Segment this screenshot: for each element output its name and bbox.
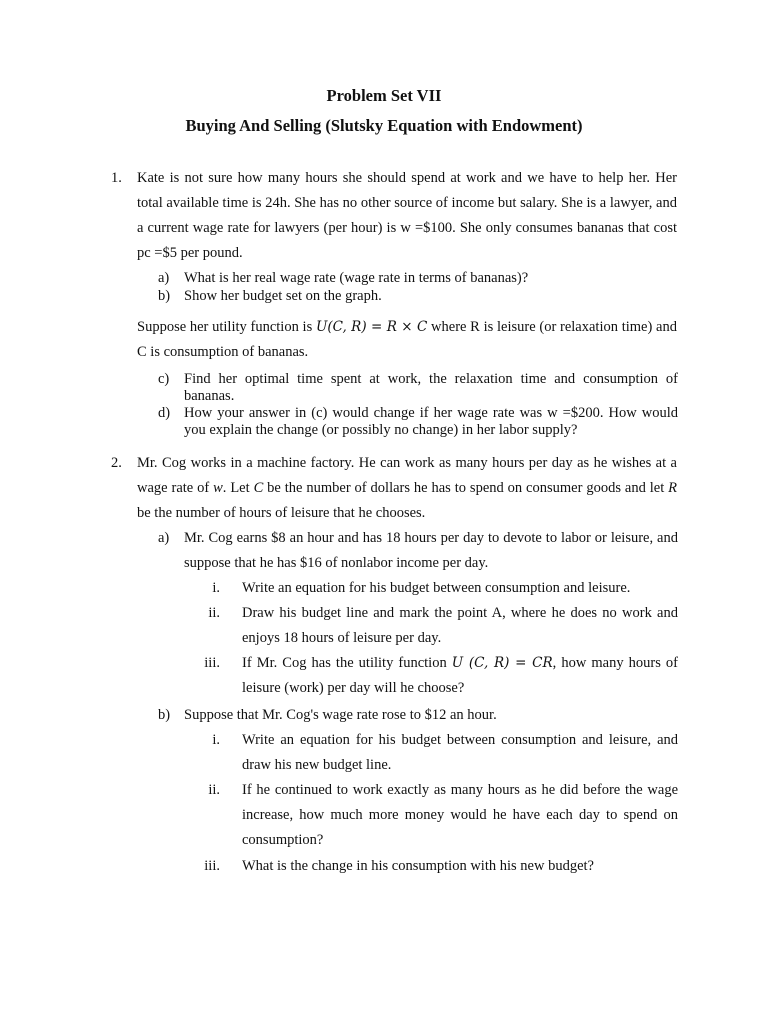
question-1-intro: Kate is not sure how many hours she should spend at work and we have to help her. Her total available time is 24h. She has no other source of income but salary. She is a lawyer, and a current wage rate for lawyers (per hour) is w =$100. She only consumes bananas that cost pc =$5 per pound.: [137, 170, 677, 261]
variable-c: C: [253, 480, 264, 496]
utility-pre: Suppose her utility function is: [137, 319, 313, 335]
part-b-text: Show her budget set on the graph.: [184, 288, 382, 304]
part-marker: c): [158, 371, 170, 387]
intro-text: be the number of hours of leisure that he chooses.: [137, 505, 426, 521]
item-text-post: , how many hours of leisure (work) per day will he choose?: [242, 655, 678, 696]
question-number: 1.: [111, 170, 122, 186]
item-marker: iii.: [204, 655, 220, 671]
item-text: If he continued to work exactly as many hours as he did before the wage increase, how much more money would he have each day to spend on consumption?: [242, 782, 678, 848]
part-marker: d): [158, 405, 171, 421]
utility-paragraph: [137, 315, 677, 365]
part-a-text: What is her real wage rate (wage rate in terms of bananas)?: [184, 270, 529, 286]
part-c-text: Find her optimal time spent at work, the relaxation time and consumption of bananas.: [184, 371, 678, 404]
item-marker: ii.: [208, 782, 220, 798]
item-marker: ii.: [208, 605, 220, 621]
part-marker: a): [158, 270, 170, 286]
variable-w: w: [213, 480, 223, 496]
item-marker: iii.: [204, 858, 220, 874]
page-subtitle: Buying And Selling (Slutsky Equation with Endowment): [185, 116, 583, 135]
item-text: Write an equation for his budget between consumption and leisure, and draw his new budget line.: [242, 732, 678, 773]
part-marker: b): [158, 707, 171, 723]
intro-text: Mr. Cog works in a machine factory. He can work as many hours per day as he wishes at a wage rate of: [137, 455, 677, 496]
item-text-pre: If Mr. Cog has the utility function: [242, 655, 452, 671]
utility-formula: U (C, R) = CR: [451, 655, 553, 671]
variable-r: R: [668, 480, 677, 496]
item-text: Draw his budget line and mark the point A, where he does no work and enjoys 18 hours of leisure per day.: [242, 605, 678, 646]
utility-formula: U(C, R) = R × C: [315, 319, 428, 335]
part-a-text: Mr. Cog earns $8 an hour and has 18 hours per day to devote to labor or leisure, and suppose that he has $16 of nonlabor income per day.: [184, 530, 678, 571]
item-text: [242, 651, 678, 701]
part-d-text: How your answer in (c) would change if her wage rate was w =$200. How would you explain the change (or possibly no change) in her labor supply?: [184, 405, 678, 438]
part-b-text: Suppose that Mr. Cog's wage rate rose to $12 an hour.: [184, 707, 497, 723]
item-marker: i.: [212, 580, 220, 596]
item-text: What is the change in his consumption with his new budget?: [242, 858, 594, 874]
question-2-intro: [137, 451, 677, 526]
part-marker: a): [158, 530, 170, 546]
intro-text: be the number of dollars he has to spend on consumer goods and let: [263, 480, 669, 496]
item-marker: i.: [212, 732, 220, 748]
part-marker: b): [158, 288, 171, 304]
intro-text: . Let: [222, 480, 254, 496]
item-text: Write an equation for his budget between consumption and leisure.: [242, 580, 631, 596]
page-title: Problem Set VII: [326, 86, 442, 105]
question-number: 2.: [111, 455, 122, 471]
utility-post: where R is leisure (or relaxation time) and C is consumption of bananas.: [137, 319, 677, 360]
